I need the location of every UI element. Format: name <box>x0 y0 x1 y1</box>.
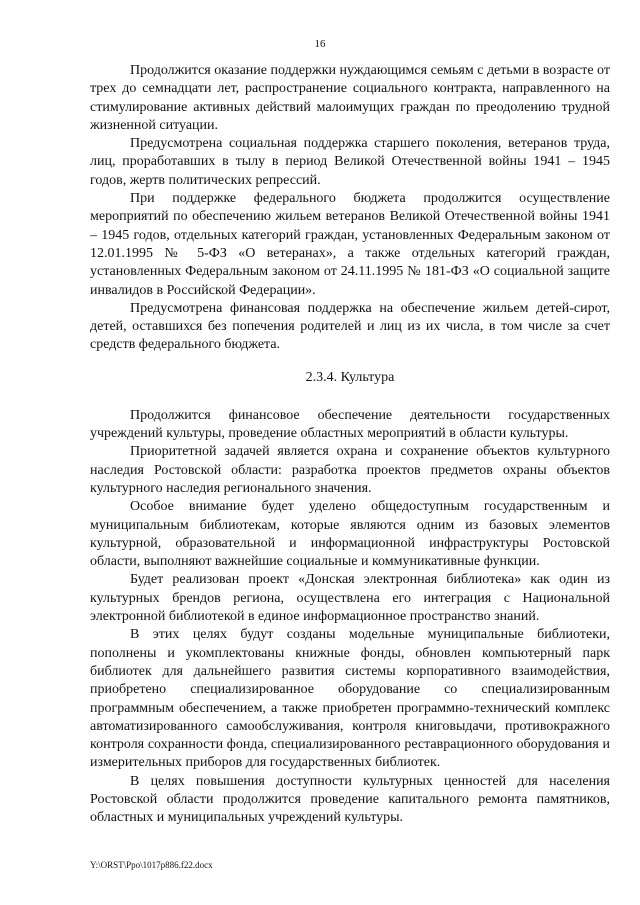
paragraph-elderly-support: Предусмотрена социальная поддержка старшего поколения, ветеранов труда, лиц, проработавших в тылу в период Великой Отечественной войны 1941 – 1945 годов, жертв политических репрессий. <box>90 136 610 188</box>
document-body <box>90 62 610 828</box>
paragraph-orphans-housing: Предусмотрена финансовая поддержка на обеспечение жильем детей-сирот, детей, оставшихся без попечения родителей и лиц из их числа, в том числе за счет средств федерального бюджета. <box>90 300 610 353</box>
paragraph-heritage-protection: Приоритетной задачей является охрана и сохранение объектов культурного наследия Ростовской области: разработка проектов предметов охраны объектов культурного наследия регионального значения. <box>90 444 610 496</box>
paragraph-culture-funding: Продолжится финансовое обеспечение деятельности государственных учреждений культуры, проведение областных мероприятий в области культуры. <box>90 407 610 442</box>
page-number: 16 <box>314 38 326 50</box>
paragraph-veterans-housing: При поддержке федерального бюджета продолжится осуществление мероприятий по обеспечению жильем ветеранов Великой Отечественной войны 1941 – 1945 годов, отдельных категорий граждан, установленных Федеральным законом от 12.01.1995 № 5-ФЗ «О ветеранах», а также отдельных категорий граждан, установленных Федеральным законом от 24.11.1995 № 181-ФЗ «О социальной защите инвалидов в Российской Федерации». <box>90 191 610 298</box>
paragraph-cultural-access: В целях повышения доступности культурных ценностей для населения Ростовской области продолжится проведение капитального ремонта памятников, областных и муниципальных учреждений культуры. <box>90 773 610 826</box>
paragraph-library-equipment: В этих целях будут созданы модельные муниципальные библиотеки, пополнены и укомплектованы книжные фонды, обновлен компьютерный парк библиотек для дальнейшего развития системы корпоративного взаимодействия, приобретено специализированное оборудование со специализированным программным обеспечением, а также приобретен программно-технический комплекс автоматизированного самообслуживания, контроля книговыдачи, противокражного контроля сохранности фонда, специализированного реставрационного оборудования и измерительных приборов для государственных библиотек. <box>90 627 610 771</box>
paragraph-libraries: Особое внимание будет уделено общедоступным государственным и муниципальным библиотекам, которые являются одним из базовых элементов культурной, образовательной и информационной инфраструктуры Ростовской области, выполняют важнейшие социальные и коммуникативные функции. <box>90 499 610 570</box>
paragraph-family-support: Продолжится оказание поддержки нуждающимся семьям с детьми в возрасте от трех до семнадцати лет, распространение социального контракта, направленного на стимулирование активных действий малоимущих граждан по преодолению трудной жизненной ситуации. <box>90 63 610 133</box>
section-heading: 2.3.4. Культура <box>305 369 395 385</box>
footer-file-path: Y:\ORST\Ppo\1017p886.f22.docx <box>90 860 213 870</box>
paragraph-electronic-library: Будет реализован проект «Донская электронная библиотека» как один из культурных брендов региона, осуществлена его интеграция с Национальной электронной библиотекой в единое информационное пространство знаний. <box>90 572 610 625</box>
